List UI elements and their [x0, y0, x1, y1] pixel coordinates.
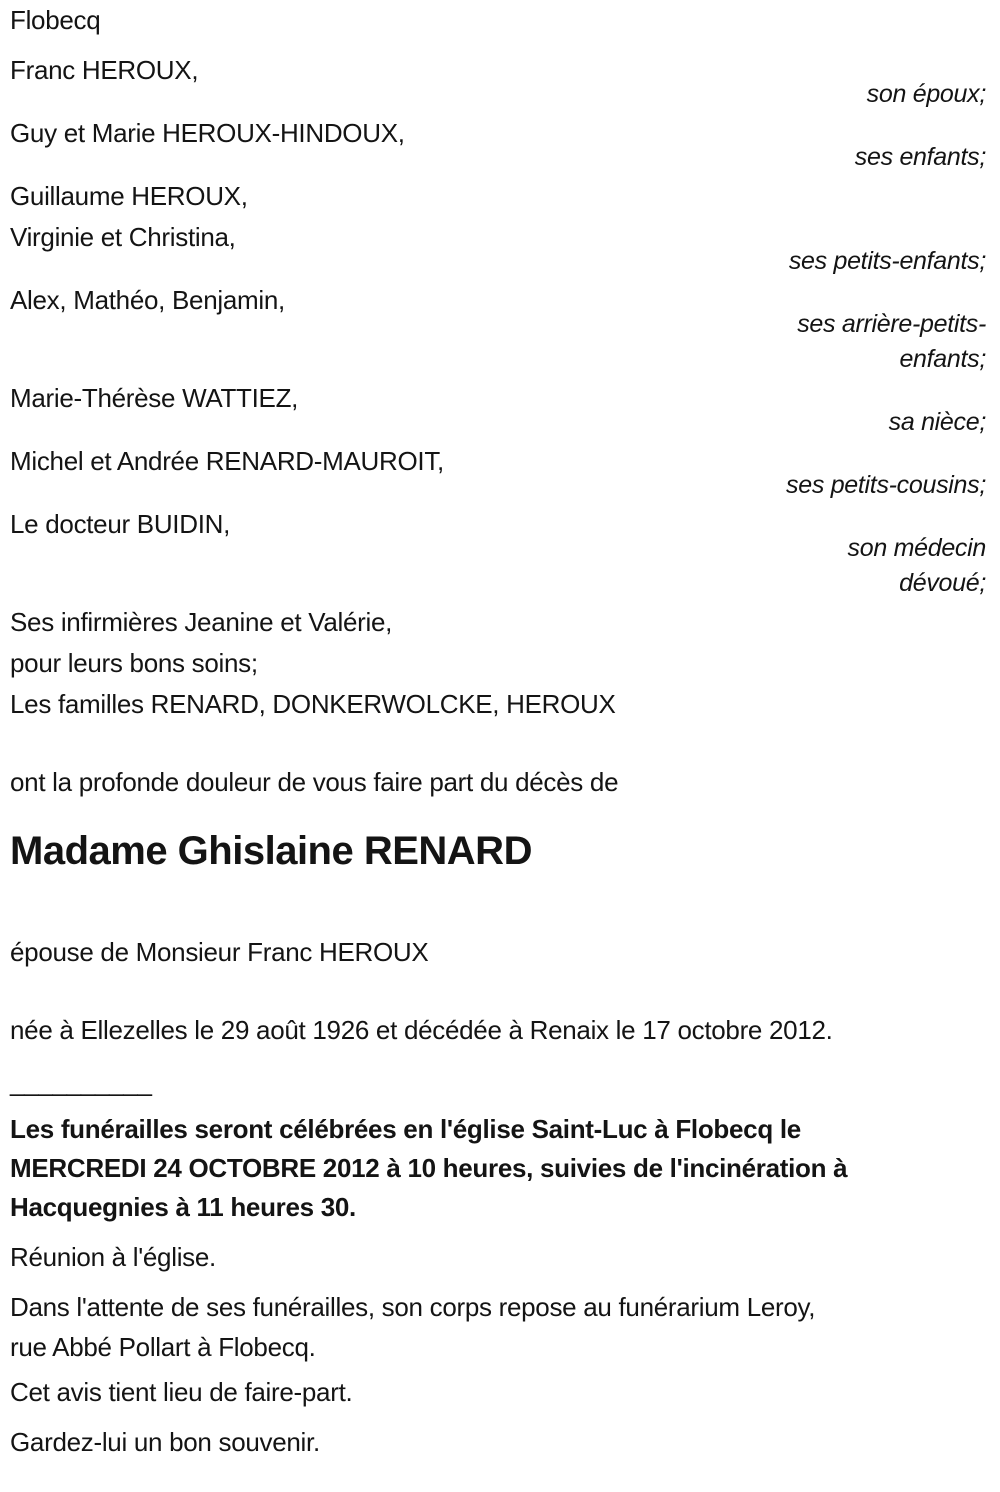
relation-line: son époux; [866, 80, 986, 108]
family-entry [10, 602, 986, 725]
family-name-line: Marie-Thérèse WATTIEZ, [10, 383, 299, 413]
relation-line: ses petits-cousins; [786, 471, 986, 499]
life-dates-line: née à Ellezelles le 29 août 1926 et décédée à Renaix le 17 octobre 2012. [10, 1015, 833, 1045]
repose-line: rue Abbé Pollart à Flobecq. [10, 1332, 316, 1362]
family-entry [10, 378, 986, 440]
relation-line: ses petits-enfants; [788, 247, 986, 275]
family-name-line: Franc HEROUX, [10, 55, 199, 85]
family-name-line: Michel et Andrée RENARD-MAUROIT, [10, 446, 444, 476]
family-name-line: Guillaume HEROUX, [10, 181, 248, 211]
spouse-line: épouse de Monsieur Franc HEROUX [10, 937, 429, 967]
farewell-line: Gardez-lui un bon souvenir. [10, 1427, 320, 1457]
relation-line: ses enfants; [854, 143, 986, 171]
deceased-name-heading: Madame Ghislaine RENARD [10, 829, 532, 873]
funeral-announcement [10, 1110, 986, 1227]
funeral-line: Hacquegnies à 11 heures 30. [10, 1192, 356, 1222]
notice-line: Cet avis tient lieu de faire-part. [10, 1377, 353, 1407]
family-name-line: Guy et Marie HEROUX-HINDOUX, [10, 118, 405, 148]
family-entry [10, 50, 986, 112]
funeral-line: Les funérailles seront célébrées en l'église Saint-Luc à Flobecq le [10, 1114, 801, 1144]
funeral-line: MERCREDI 24 OCTOBRE 2012 à 10 heures, suivies de l'incinération à [10, 1153, 848, 1183]
family-name-line: Le docteur BUIDIN, [10, 509, 231, 539]
relation-line: dévoué; [899, 569, 986, 597]
announcement-line: ont la profonde douleur de vous faire part du décès de [10, 767, 619, 797]
family-entry [10, 176, 986, 279]
relation-line: sa nièce; [888, 408, 986, 436]
family-name-line: Les familles RENARD, DONKERWOLCKE, HEROUX [10, 689, 616, 719]
city-line: Flobecq [10, 5, 101, 35]
repose-paragraph [10, 1287, 986, 1367]
family-name-line: Ses infirmières Jeanine et Valérie, [10, 607, 393, 637]
relation-line: enfants; [899, 345, 986, 373]
family-name-line: Virginie et Christina, [10, 222, 236, 252]
repose-line: Dans l'attente de ses funérailles, son corps repose au funérarium Leroy, [10, 1292, 816, 1322]
family-entry [10, 113, 986, 175]
meeting-line: Réunion à l'église. [10, 1242, 216, 1272]
separator-line: __________ [10, 1067, 152, 1097]
death-notice-document [10, 0, 986, 1463]
family-name-line: pour leurs bons soins; [10, 648, 258, 678]
family-entry [10, 280, 986, 377]
relation-line: ses arrière-petits- [797, 310, 986, 338]
family-name-line: Alex, Mathéo, Benjamin, [10, 285, 285, 315]
family-entry [10, 504, 986, 601]
family-entry [10, 441, 986, 503]
relation-line: son médecin [847, 534, 986, 562]
